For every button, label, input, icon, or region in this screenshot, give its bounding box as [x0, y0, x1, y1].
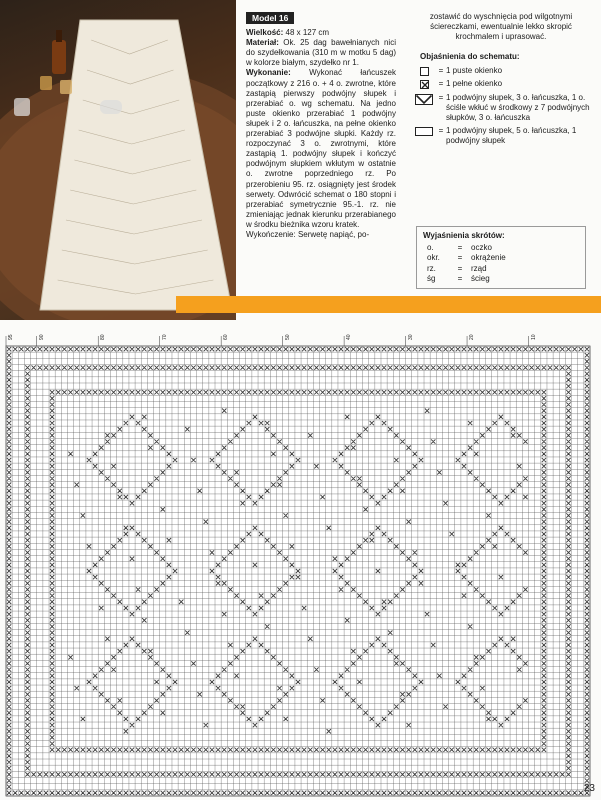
column-number-label: 70	[161, 334, 168, 340]
legend-item-text: 1 podwójny słupek, 3 o. łańcuszka, 1 o. ściśle wkłuć w środkowy z 7 podwójnych słupków, 3 o. łańcuszka	[446, 92, 590, 122]
legend-item: = 1 puste okienko	[412, 66, 590, 76]
abbreviations-title: Wyjaśnienia skrótów:	[423, 231, 505, 240]
abbreviation: okr.	[427, 253, 440, 263]
column-number-label: 20	[469, 334, 476, 340]
legend-title: Objaśnienia do schematu:	[420, 52, 520, 62]
legend-item-text: 1 podwójny słupek, 5 o. łańcuszka, 1 podwójny słupek	[446, 125, 577, 145]
material-value: Ok. 25 dag bawełnianych nici do szydełkowania (310 m w motku 5 dag) w kolorze białym, szydełko nr 1.	[246, 38, 396, 68]
abbreviation-row: rz. = rząd	[423, 264, 579, 274]
material-paragraph	[246, 38, 396, 68]
column-number-label: 60	[223, 334, 230, 340]
page-number: 23	[583, 783, 595, 794]
wide-rectangle-icon	[415, 127, 433, 136]
abbreviation-meaning: okrążenie	[471, 253, 506, 263]
finishing-value: Serwetę napiąć, po-	[295, 229, 370, 239]
column-number-label: 95	[8, 334, 14, 340]
abbreviations-box	[416, 226, 586, 289]
legend-column	[412, 12, 590, 149]
filled-square-icon	[420, 80, 429, 89]
size-value: 48 x 127 cm	[283, 28, 330, 38]
legend-item: = 1 pełne okienko	[412, 79, 590, 89]
column-number-label: 30	[407, 334, 414, 340]
column-number-label: 50	[284, 334, 291, 340]
column-number-label: 40	[346, 334, 353, 340]
runner-photo-illustration	[0, 0, 236, 320]
model-badge: Model 16	[246, 12, 294, 24]
column-number-label: 90	[38, 334, 45, 340]
size-paragraph	[246, 28, 396, 38]
instructions-column	[246, 12, 396, 240]
finishing-label: Wykończenie:	[246, 229, 296, 239]
column-number-label: 80	[100, 334, 107, 340]
legend-item-text: 1 pełne okienko	[446, 79, 503, 89]
method-value: Wykonać łańcuszek początkowy z 216 o. + 4 o. zwrotne, które zastąpią pierwszy podwójny słupek i przerabiać o. wg schematu. Na jedno puste okienko przerabiać 1 podwójny słupek i 2 o. łańcuszka, na pełne okienko przerabiać 3 podwójne słupki. Każdy rz. rozpoczynać 3 o. zwrotnymi, które zastąpią 1. podwójny słupek i kończyć podwójnym słupkiem wkłutym w ostatnie o. zwrotne poprzedniego rz. Po przerobieniu 95. rz. osiągnięty jest środek serwety. Odwrócić schemat o 180 stopni i przerabiać symetrycznie 95.-1. rz. nie zmieniając jednak kierunku przerabianego w środku bieżnika wzoru kratek.	[246, 68, 396, 229]
crochet-chart	[0, 326, 601, 800]
chart-grid	[0, 326, 601, 800]
abbreviation-row: śg = ścieg	[423, 274, 579, 284]
finishing-paragraph	[246, 230, 396, 240]
abbreviation-row: o. = oczko	[423, 243, 579, 253]
finishing-continuation: zostawić do wyschnięcia pod wilgotnymi ściereczkami, ewentualnie lekko skropić krochmalem i uprasować.	[429, 12, 573, 42]
abbreviation: śg	[427, 273, 436, 283]
material-label: Materiał:	[246, 38, 279, 48]
abbreviation-row: okr. = okrążenie	[423, 253, 579, 263]
abbreviation: rz.	[427, 263, 436, 273]
v-stitch-icon	[415, 94, 433, 105]
runner-photo	[0, 0, 236, 320]
abbreviation-meaning: ścieg	[471, 273, 490, 283]
legend-item-text: 1 puste okienko	[446, 66, 503, 76]
method-paragraph	[246, 68, 396, 230]
legend-item: = 1 podwójny słupek, 5 o. łańcuszka, 1 podwójny słupek	[412, 126, 590, 146]
empty-square-icon	[420, 67, 429, 76]
size-label: Wielkość:	[246, 28, 284, 38]
abbreviation-meaning: rząd	[471, 263, 487, 273]
accent-bar	[176, 296, 601, 313]
method-label: Wykonanie:	[246, 68, 291, 78]
abbreviation-meaning: oczko	[471, 243, 492, 253]
legend-item: = 1 podwójny słupek, 3 o. łańcuszka, 1 o. ściśle wkłuć w środkowy z 7 podwójnych słupków, 3 o. łańcuszka	[412, 93, 590, 123]
abbreviation: o.	[427, 243, 434, 253]
column-number-label: 10	[530, 334, 537, 340]
